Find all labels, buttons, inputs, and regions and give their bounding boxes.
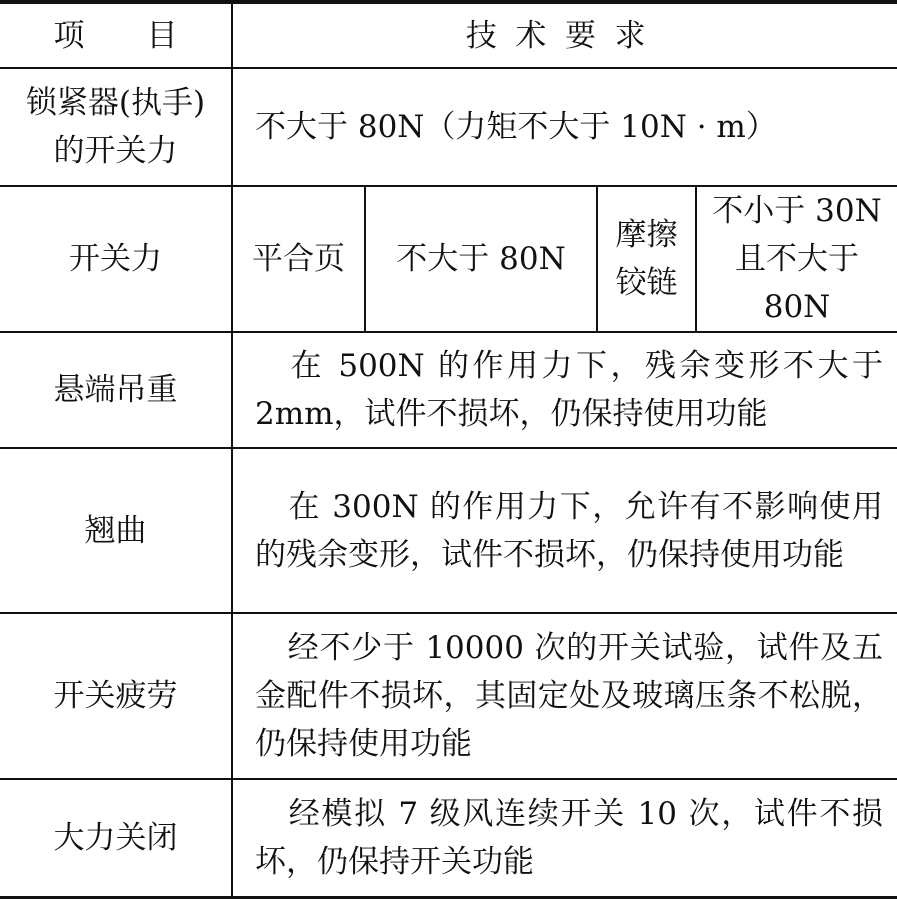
item-label-line: 的开关力 [53, 133, 178, 169]
item-cell [0, 68, 232, 186]
requirement-text: 在 500N 的作用力下，残余变形不大于 2mm，试件不损坏，仍保持使用功能 [255, 348, 884, 432]
table-header-row [0, 2, 897, 68]
requirement-text: 在 300N 的作用力下，允许有不影响使用的残余变形，试件不损坏，仍保持使用功能 [255, 488, 884, 573]
requirement-cell: 不大于 80N（力矩不大于 10N · m） [232, 68, 897, 186]
table-row [0, 332, 897, 448]
header-requirement: 技术要求 [232, 2, 897, 68]
requirement-cell [232, 332, 897, 448]
table-row [0, 448, 897, 613]
item-cell: 大力关闭 [0, 779, 232, 897]
table-row [0, 613, 897, 779]
sub-item-value-line: 不小于 30N [712, 193, 882, 229]
table-row [0, 186, 897, 332]
requirement-text: 经不少于 10000 次的开关试验，试件及五金配件不损坏，其固定处及玻璃压条不松脱，仍保持使用功能 [255, 630, 884, 762]
requirement-cell [232, 779, 897, 897]
item-cell: 悬端吊重 [0, 332, 232, 448]
sub-item-name [597, 186, 696, 332]
item-cell: 翘曲 [0, 448, 232, 613]
sub-item-name-line: 摩擦 [615, 217, 678, 253]
table-row [0, 68, 897, 186]
sub-item-value: 不大于 80N [365, 186, 597, 332]
sub-item-value-line: 且不大于 80N [735, 241, 860, 325]
sub-item-name-line: 铰链 [615, 265, 678, 301]
item-cell: 开关力 [0, 186, 232, 332]
item-label-line: 锁紧器(执手) [25, 85, 206, 121]
requirement-cell [232, 613, 897, 779]
table-row [0, 779, 897, 897]
header-item: 项 目 [0, 2, 232, 68]
sub-item-name: 平合页 [232, 186, 365, 332]
sub-item-value [696, 186, 897, 332]
item-cell: 开关疲劳 [0, 613, 232, 779]
requirement-text: 经模拟 7 级风连续开关 10 次，试件不损坏，仍保持开关功能 [255, 795, 884, 880]
requirement-cell [232, 448, 897, 613]
